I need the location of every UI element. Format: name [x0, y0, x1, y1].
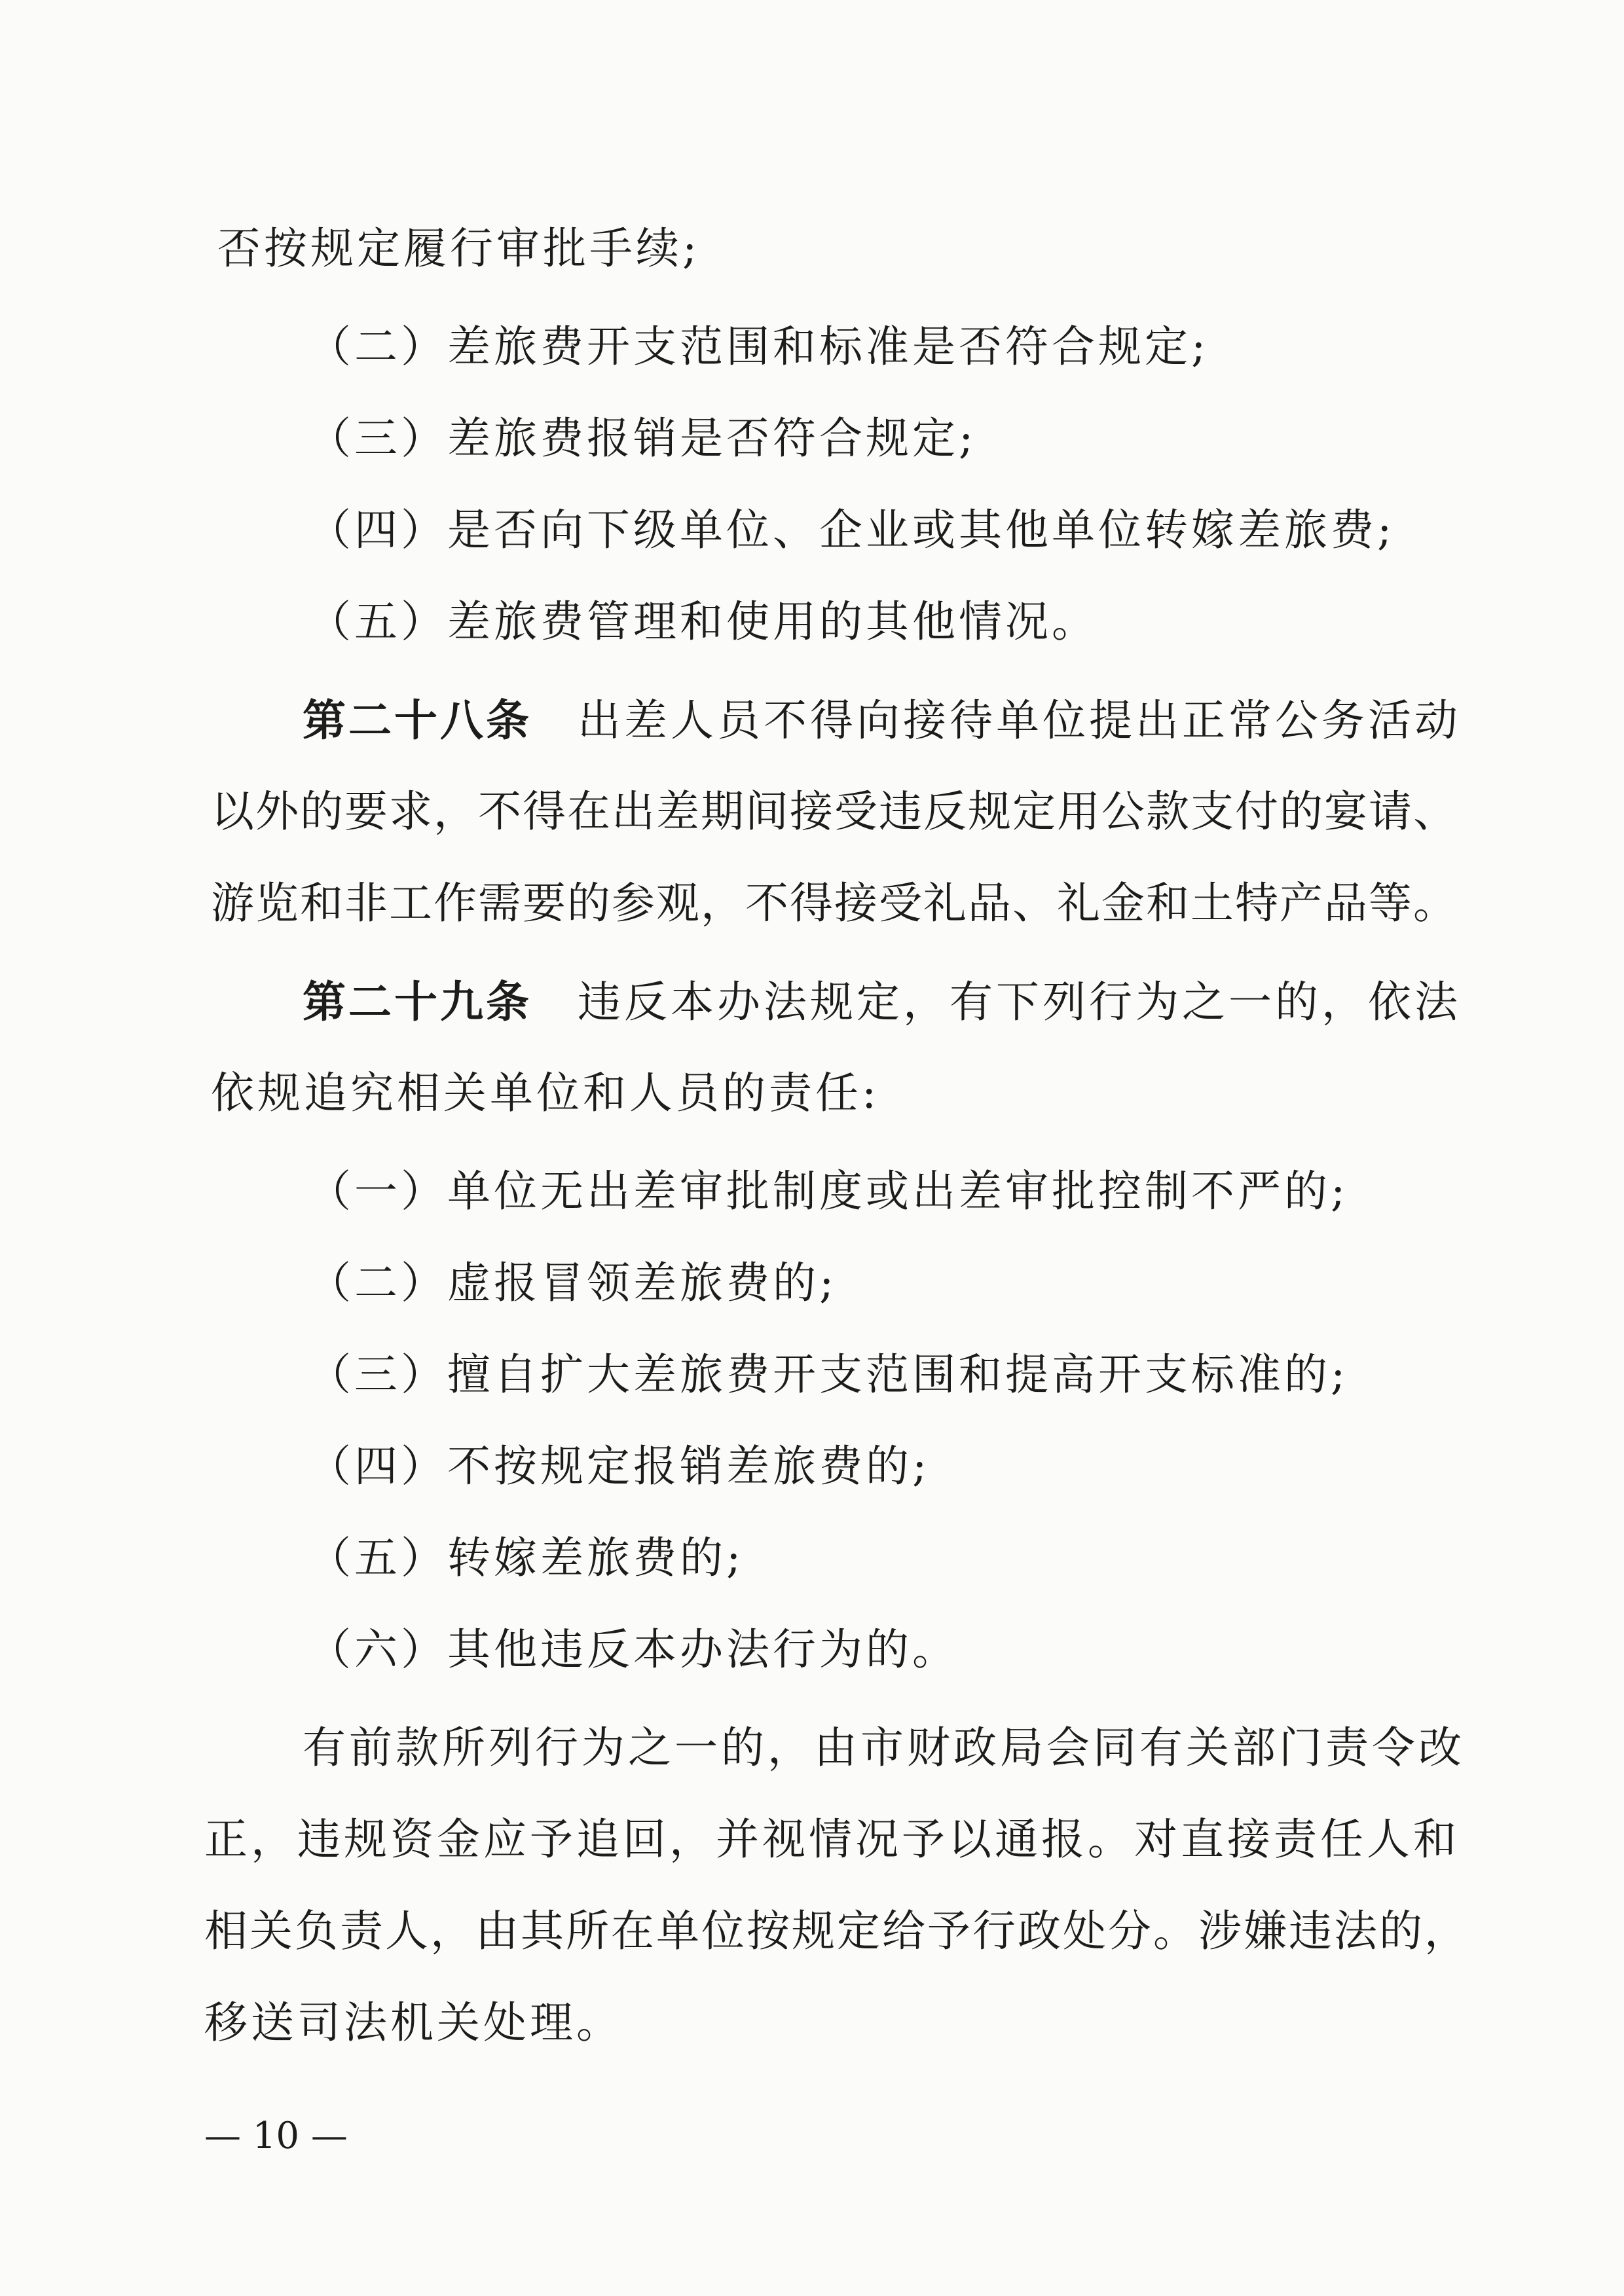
- list-item: （一）单位无出差审批制度或出差审批控制不严的;: [308, 1166, 1349, 1216]
- article-29-text: 违反本办法规定，有下列行为之一的，依法: [578, 977, 1461, 1027]
- text-line: 依规追究相关单位和人员的责任:: [211, 1068, 880, 1118]
- text-line: 否按规定履行审批手续;: [217, 223, 701, 274]
- article-28-text: 出差人员不得向接待单位提出正常公务活动: [578, 695, 1461, 746]
- list-item: （四）是否向下级单位、企业或其他单位转嫁差旅费;: [308, 505, 1395, 555]
- article-29-title: 第二十九条: [303, 976, 532, 1027]
- text-line: 相关负责人，由其所在单位按规定给予行政处分。涉嫌违法的，: [204, 1906, 1469, 1956]
- list-item: （二）虚报冒领差旅费的;: [308, 1258, 838, 1308]
- list-item: （五）差旅费管理和使用的其他情况。: [308, 596, 1098, 647]
- text-line: 游览和非工作需要的参观，不得接受礼品、礼金和土特产品等。: [211, 878, 1458, 928]
- list-item: （五）转嫁差旅费的;: [308, 1533, 745, 1583]
- page-number: — 10 —: [204, 2115, 348, 2157]
- article-28-first-line: [303, 695, 1461, 746]
- list-item: （三）擅自扩大差旅费开支范围和提高开支标准的;: [308, 1349, 1349, 1400]
- list-item: （六）其他违反本办法行为的。: [308, 1624, 959, 1675]
- text-line: 以外的要求，不得在出差期间接受违反规定用公款支付的宴请、: [211, 786, 1458, 837]
- text-line: 有前款所列行为之一的，由市财政局会同有关部门责令改: [303, 1722, 1465, 1773]
- text-line: 正，违规资金应予追回，并视情况予以通报。对直接责任人和: [204, 1814, 1460, 1865]
- list-item: （三）差旅费报销是否符合规定;: [308, 413, 977, 464]
- article-28-title: 第二十八条: [303, 695, 532, 746]
- list-item: （四）不按规定报销差旅费的;: [308, 1441, 931, 1491]
- list-item: （二）差旅费开支范围和标准是否符合规定;: [308, 321, 1209, 372]
- text-line: 移送司法机关处理。: [204, 1997, 623, 2048]
- article-29-first-line: [303, 976, 1461, 1027]
